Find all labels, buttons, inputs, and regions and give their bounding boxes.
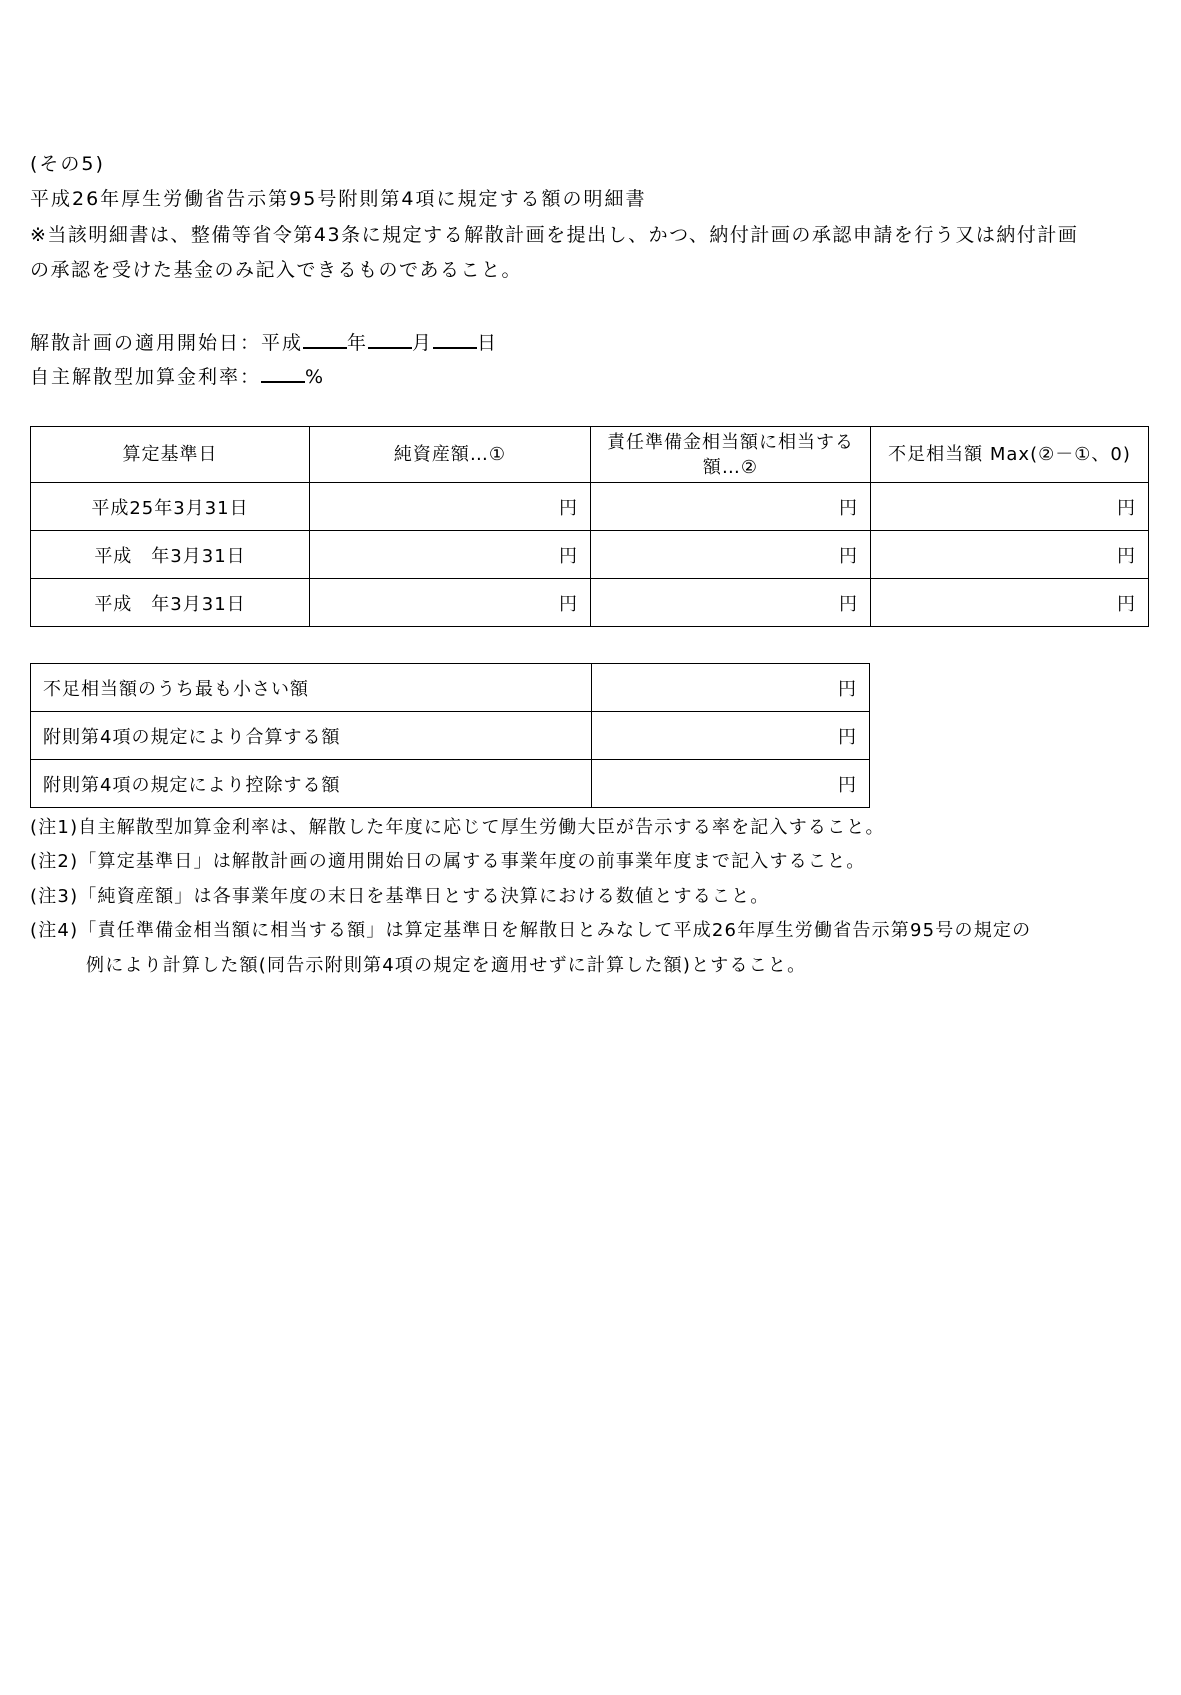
summary-table xyxy=(30,663,870,808)
date-cell: 平成25年3月31日 xyxy=(31,483,310,531)
shortfall-cell[interactable]: 円 xyxy=(871,483,1149,531)
reserve-cell[interactable]: 円 xyxy=(591,483,871,531)
table-row xyxy=(31,531,1149,579)
month-blank[interactable] xyxy=(368,329,412,349)
section-label: (その5) xyxy=(30,153,105,175)
month-label: 月 xyxy=(412,332,434,354)
table-row xyxy=(31,712,870,760)
date-cell[interactable]: 平成 年3月31日 xyxy=(31,531,310,579)
notice-line-2: の承認を受けた基金のみ記入できるものであること。 xyxy=(30,259,523,281)
percent-label: % xyxy=(305,366,326,388)
header-reserve: 責任準備金相当額に相当する額…② xyxy=(591,427,871,483)
reserve-cell[interactable]: 円 xyxy=(591,579,871,627)
shortfall-table xyxy=(30,426,1149,627)
table-header-row xyxy=(31,427,1149,483)
table-row xyxy=(31,664,870,712)
summary-label: 附則第4項の規定により控除する額 xyxy=(31,760,592,808)
note-4-continued: 例により計算した額(同告示附則第4項の規定を適用せずに計算した額)とすること。 xyxy=(86,955,807,976)
summary-amount[interactable]: 円 xyxy=(592,760,870,808)
reserve-cell[interactable]: 円 xyxy=(591,531,871,579)
notice-line-1: ※当該明細書は、整備等省令第43条に規定する解散計画を提出し、かつ、納付計画の承認申請を行う又は納付計画 xyxy=(30,224,1079,246)
year-blank[interactable] xyxy=(303,329,347,349)
date-cell[interactable]: 平成 年3月31日 xyxy=(31,579,310,627)
net-assets-cell[interactable]: 円 xyxy=(310,579,591,627)
header-shortfall: 不足相当額 Max(②－①、0) xyxy=(871,427,1149,483)
start-date-field xyxy=(30,329,1150,355)
note-2: (注2)「算定基準日」は解散計画の適用開始日の属する事業年度の前事業年度まで記入すること。 xyxy=(30,851,866,872)
summary-amount[interactable]: 円 xyxy=(592,712,870,760)
table-row xyxy=(31,579,1149,627)
rate-label: 自主解散型加算金利率： xyxy=(30,366,262,388)
note-1: (注1)自主解散型加算金利率は、解散した年度に応じて厚生労働大臣が告示する率を記入すること。 xyxy=(30,817,885,838)
header-date: 算定基準日 xyxy=(31,427,310,483)
note-4: (注4)「責任準備金相当額に相当する額」は算定基準日を解散日とみなして平成26年厚生労働省告示第95号の規定の xyxy=(30,920,1032,941)
net-assets-cell[interactable]: 円 xyxy=(310,531,591,579)
note-3: (注3)「純資産額」は各事業年度の末日を基準日とする決算における数値とすること。 xyxy=(30,886,770,907)
shortfall-cell[interactable]: 円 xyxy=(871,579,1149,627)
table-row xyxy=(31,483,1149,531)
net-assets-cell[interactable]: 円 xyxy=(310,483,591,531)
start-date-label: 解散計画の適用開始日：平成 xyxy=(30,332,304,354)
shortfall-cell[interactable]: 円 xyxy=(871,531,1149,579)
document-title: 平成26年厚生労働省告示第95号附則第4項に規定する額の明細書 xyxy=(30,188,647,210)
summary-amount[interactable]: 円 xyxy=(592,664,870,712)
rate-blank[interactable] xyxy=(261,363,305,383)
table-row xyxy=(31,760,870,808)
year-label: 年 xyxy=(347,332,369,354)
summary-label: 不足相当額のうち最も小さい額 xyxy=(31,664,592,712)
summary-label: 附則第4項の規定により合算する額 xyxy=(31,712,592,760)
day-blank[interactable] xyxy=(433,329,477,349)
header-net-assets: 純資産額…① xyxy=(310,427,591,483)
rate-field xyxy=(30,363,1150,389)
day-label: 日 xyxy=(477,332,499,354)
